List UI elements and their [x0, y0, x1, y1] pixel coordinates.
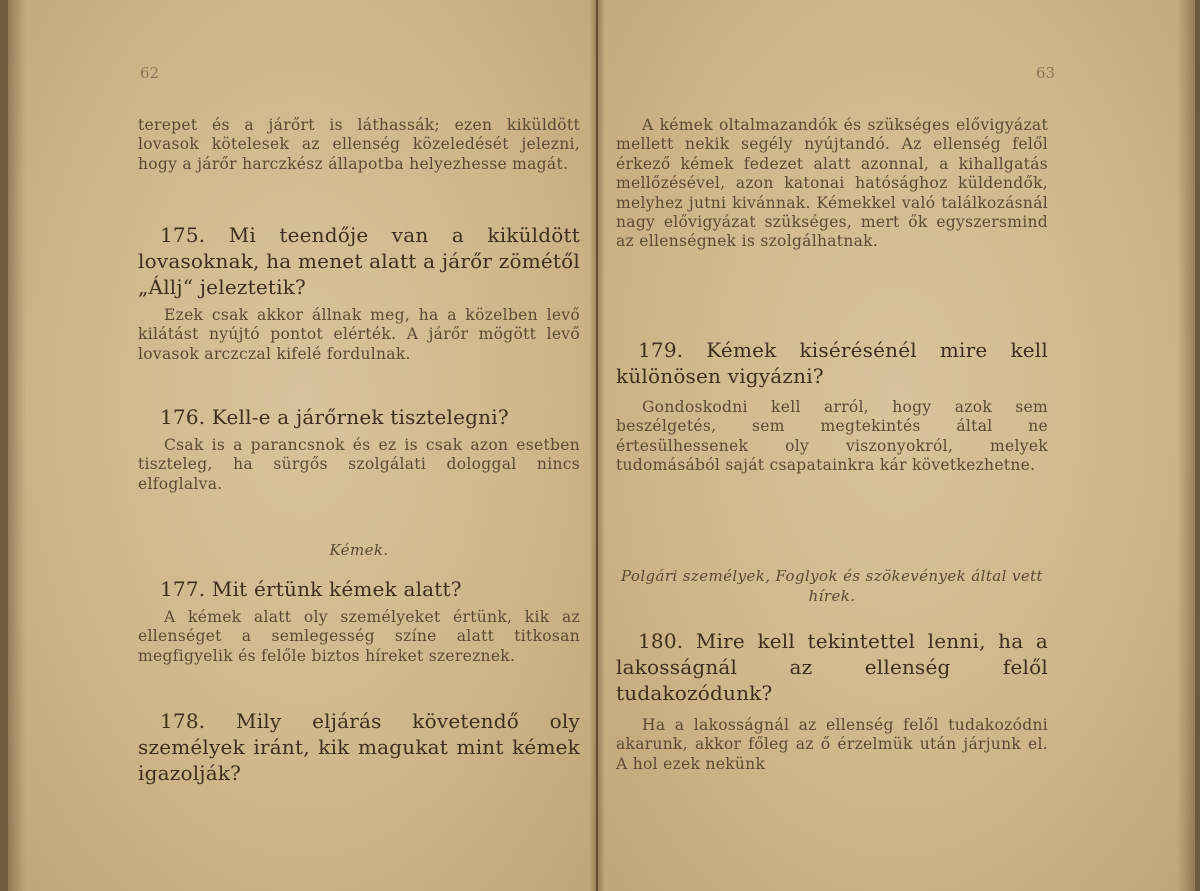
- question-176: 176. Kell-e a járőrnek tisztelegni?: [160, 405, 509, 429]
- paragraph-continuation: A kémek oltalmazandók és szükséges elővigyázat mellett nekik segély nyújtandó. Az ellenség felől érkező kémek fedezet alatt azonnal, a kihallgatás mellőzésével, azon katonai hatósághoz küldendők, melyhez jutni kivánnak. Kémekkel való találkozásnál nagy elővigyázat szükséges, mert ők egyszersmind az ellenségnek is szolgálhatnak.: [616, 116, 1048, 251]
- section-heading: Polgári személyek, Foglyok és szökevények által vett hírek.: [621, 567, 1043, 605]
- left-page: [8, 0, 596, 891]
- answer-180: Ha a lakosságnál az ellenség felől tudakozódni akarunk, akkor főleg az ő érzelmük után járjunk el. A hol ezek nekünk: [616, 716, 1048, 773]
- question-175: 175. Mi teendője van a kiküldött lovasoknak, ha menet alatt a járőr zömétől „Állj“ jeleztetik?: [138, 223, 580, 299]
- right-page: [598, 0, 1195, 891]
- question-179: 179. Kémek kisérésénél mire kell különösen vigyázni?: [616, 338, 1048, 388]
- answer-177: A kémek alatt oly személyeket értünk, kik az ellenséget a semlegesség színe alatt titkosan megfigyelik és felőle biztos híreket szereznek.: [138, 608, 580, 665]
- page-number: 62: [140, 64, 160, 82]
- page-number: 63: [1036, 64, 1056, 82]
- section-heading: Kémek.: [329, 541, 389, 559]
- answer-179: Gondoskodni kell arról, hogy azok sem beszélgetés, sem megtekintés által ne értesülhessenek oly viszonyokról, melyek tudomásából saját csapatainkra kár következhetne.: [616, 398, 1048, 475]
- question-177: 177. Mit értünk kémek alatt?: [160, 577, 462, 601]
- question-178: 178. Mily eljárás követendő oly személyek iránt, kik magukat mint kémek igazolják?: [138, 709, 580, 785]
- book-gutter: [590, 0, 604, 891]
- page-edge-shadow: [8, 0, 26, 891]
- answer-175: Ezek csak akkor állnak meg, ha a közelben levő kilátást nyújtó pontot elérték. A járőr mögött levő lovasok arczczal kifelé fordulnak.: [138, 306, 580, 363]
- page-edge-shadow: [1177, 0, 1195, 891]
- answer-176: Csak is a parancsnok és ez is csak azon esetben tiszteleg, ha sürgős szolgálati dologgal nincs elfoglalva.: [138, 436, 580, 493]
- question-180: 180. Mire kell tekintettel lenni, ha a lakosságnál az ellenség felől tudakozódunk?: [616, 629, 1048, 705]
- paragraph-continuation: terepet és a járőrt is láthassák; ezen kiküldött lovasok kötelesek az ellenség közeledését jelezni, hogy a járőr harczkész állapotba helyezhesse magát.: [138, 116, 580, 173]
